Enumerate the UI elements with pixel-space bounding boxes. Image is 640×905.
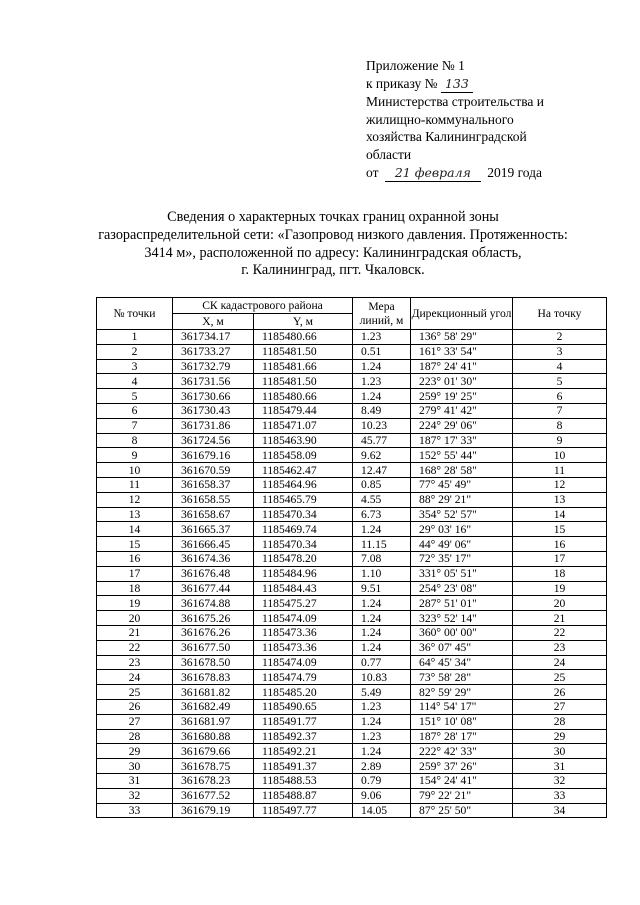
cell-y: 1185480.66: [254, 330, 353, 345]
cell-direction: 187° 17' 33": [411, 433, 513, 448]
cell-direction: 152° 55' 44": [411, 448, 513, 463]
cell-y: 1185462.47: [254, 463, 353, 478]
cell-y: 1185463.90: [254, 433, 353, 448]
cell-x: 361658.55: [173, 492, 254, 507]
cell-y: 1185481.50: [254, 374, 353, 389]
cell-measure: 1.24: [353, 714, 411, 729]
cell-direction: 44° 49' 06": [411, 537, 513, 552]
cell-measure: 1.24: [353, 389, 411, 404]
cell-direction: 360° 00' 00": [411, 625, 513, 640]
cell-direction: 29° 03' 16": [411, 522, 513, 537]
cell-point: 18: [97, 581, 173, 596]
cell-x: 361678.23: [173, 773, 254, 788]
header-y: Y, м: [254, 314, 353, 330]
table-row: [97, 389, 607, 404]
date-suffix: 2019 года: [487, 164, 543, 180]
cell-to-point: 23: [513, 640, 607, 655]
cell-direction: 168° 28' 58": [411, 463, 513, 478]
cell-y: 1185479.44: [254, 403, 353, 418]
cell-measure: 9.62: [353, 448, 411, 463]
cell-y: 1185481.66: [254, 359, 353, 374]
cell-measure: 1.24: [353, 359, 411, 374]
cell-y: 1185481.50: [254, 344, 353, 359]
cell-x: 361674.36: [173, 551, 254, 566]
table-row: [97, 640, 607, 655]
cell-direction: 154° 24' 41": [411, 773, 513, 788]
appendix-line-1: Приложение № 1: [366, 58, 465, 73]
cell-point: 15: [97, 537, 173, 552]
order-number-handwritten: 133: [441, 75, 473, 94]
cell-to-point: 29: [513, 729, 607, 744]
cell-to-point: 7: [513, 403, 607, 418]
cell-point: 27: [97, 714, 173, 729]
cell-point: 22: [97, 640, 173, 655]
coordinates-table: [96, 297, 607, 818]
cell-y: 1185488.53: [254, 773, 353, 788]
header-measure: Мера линий, м: [353, 298, 411, 330]
appendix-header: [366, 57, 544, 182]
table-row: [97, 788, 607, 803]
cell-to-point: 6: [513, 389, 607, 404]
cell-y: 1185484.96: [254, 566, 353, 581]
table-row: [97, 463, 607, 478]
table-row: [97, 744, 607, 759]
table-row: [97, 625, 607, 640]
cell-y: 1185492.21: [254, 744, 353, 759]
cell-measure: 14.05: [353, 803, 411, 818]
table-row: [97, 566, 607, 581]
cell-point: 32: [97, 788, 173, 803]
cell-y: 1185464.96: [254, 477, 353, 492]
cell-to-point: 18: [513, 566, 607, 581]
cell-direction: 323° 52' 14": [411, 611, 513, 626]
cell-x: 361676.48: [173, 566, 254, 581]
cell-x: 361670.59: [173, 463, 254, 478]
cell-x: 361677.50: [173, 640, 254, 655]
cell-to-point: 15: [513, 522, 607, 537]
table-row: [97, 359, 607, 374]
header-to-point: На точку: [513, 298, 607, 330]
cell-y: 1185492.37: [254, 729, 353, 744]
cell-measure: 0.79: [353, 773, 411, 788]
cell-x: 361676.26: [173, 625, 254, 640]
cell-measure: 1.24: [353, 744, 411, 759]
cell-x: 361677.52: [173, 788, 254, 803]
cell-measure: 8.49: [353, 403, 411, 418]
cell-x: 361732.79: [173, 359, 254, 374]
table-row: [97, 374, 607, 389]
cell-measure: 2.89: [353, 759, 411, 774]
cell-y: 1185490.65: [254, 699, 353, 714]
cell-y: 1185474.09: [254, 655, 353, 670]
cell-y: 1185470.34: [254, 537, 353, 552]
cell-measure: 1.24: [353, 640, 411, 655]
cell-direction: 114° 54' 17": [411, 699, 513, 714]
cell-direction: 79° 22' 21": [411, 788, 513, 803]
cell-direction: 36° 07' 45": [411, 640, 513, 655]
cell-direction: 279° 41' 42": [411, 403, 513, 418]
cell-x: 361731.56: [173, 374, 254, 389]
title-line-4: г. Калининград, пгт. Чкаловск.: [241, 262, 425, 279]
cell-y: 1185474.79: [254, 670, 353, 685]
cell-point: 20: [97, 611, 173, 626]
appendix-order-line: [366, 75, 544, 94]
cell-measure: 1.24: [353, 611, 411, 626]
cell-x: 361679.16: [173, 448, 254, 463]
cell-x: 361730.43: [173, 403, 254, 418]
cell-x: 361679.66: [173, 744, 254, 759]
table-row: [97, 477, 607, 492]
cell-to-point: 2: [513, 330, 607, 345]
table-header: [97, 298, 607, 330]
cell-to-point: 33: [513, 788, 607, 803]
cell-x: 361724.56: [173, 433, 254, 448]
cell-point: 16: [97, 551, 173, 566]
cell-direction: 187° 24' 41": [411, 359, 513, 374]
cell-x: 361731.86: [173, 418, 254, 433]
cell-measure: 0.51: [353, 344, 411, 359]
table-row: [97, 344, 607, 359]
cell-to-point: 11: [513, 463, 607, 478]
cell-y: 1185491.37: [254, 759, 353, 774]
cell-point: 9: [97, 448, 173, 463]
table-row: [97, 773, 607, 788]
cell-to-point: 30: [513, 744, 607, 759]
date-prefix: от: [366, 164, 379, 180]
cell-direction: 88° 29' 21": [411, 492, 513, 507]
cell-direction: 259° 37' 26": [411, 759, 513, 774]
cell-y: 1185475.27: [254, 596, 353, 611]
table-body: [97, 330, 607, 818]
cell-y: 1185480.66: [254, 389, 353, 404]
cell-direction: 161° 33' 54": [411, 344, 513, 359]
cell-x: 361674.88: [173, 596, 254, 611]
table-row: [97, 611, 607, 626]
cell-x: 361680.88: [173, 729, 254, 744]
cell-x: 361730.66: [173, 389, 254, 404]
cell-point: 14: [97, 522, 173, 537]
cell-measure: 10.23: [353, 418, 411, 433]
cell-x: 361681.97: [173, 714, 254, 729]
cell-y: 1185485.20: [254, 685, 353, 700]
cell-measure: 4.55: [353, 492, 411, 507]
cell-y: 1185465.79: [254, 492, 353, 507]
cell-y: 1185484.43: [254, 581, 353, 596]
cell-x: 361734.17: [173, 330, 254, 345]
cell-y: 1185473.36: [254, 625, 353, 640]
cell-direction: 73° 58' 28": [411, 670, 513, 685]
cell-to-point: 5: [513, 374, 607, 389]
cell-measure: 1.23: [353, 729, 411, 744]
cell-x: 361678.50: [173, 655, 254, 670]
cell-measure: 1.24: [353, 522, 411, 537]
cell-to-point: 19: [513, 581, 607, 596]
cell-to-point: 22: [513, 625, 607, 640]
cell-to-point: 8: [513, 418, 607, 433]
title-line-2: газораспределительной сети: «Газопровод низкого давления. Протяженность:: [98, 226, 568, 243]
cell-to-point: 27: [513, 699, 607, 714]
cell-measure: 1.10: [353, 566, 411, 581]
appendix-line-3: Министерства строительства и: [366, 94, 545, 110]
cell-to-point: 26: [513, 685, 607, 700]
cell-direction: 187° 28' 17": [411, 729, 513, 744]
appendix-date-line: [366, 164, 544, 183]
header-point: № точки: [97, 298, 173, 330]
cell-measure: 45.77: [353, 433, 411, 448]
table-row: [97, 448, 607, 463]
cell-point: 30: [97, 759, 173, 774]
table-row: [97, 522, 607, 537]
cell-point: 11: [97, 477, 173, 492]
cell-to-point: 24: [513, 655, 607, 670]
cell-measure: 6.73: [353, 507, 411, 522]
cell-point: 28: [97, 729, 173, 744]
cell-point: 5: [97, 389, 173, 404]
cell-measure: 10.83: [353, 670, 411, 685]
cell-point: 2: [97, 344, 173, 359]
table-row: [97, 714, 607, 729]
header-direction: Дирекционный угол: [411, 298, 513, 330]
cell-y: 1185469.74: [254, 522, 353, 537]
cell-direction: 77° 45' 49": [411, 477, 513, 492]
cell-point: 29: [97, 744, 173, 759]
table-row: [97, 581, 607, 596]
table-row: [97, 670, 607, 685]
cell-measure: 1.23: [353, 699, 411, 714]
cell-measure: 11.15: [353, 537, 411, 552]
cell-y: 1185470.34: [254, 507, 353, 522]
cell-measure: 9.06: [353, 788, 411, 803]
cell-point: 33: [97, 803, 173, 818]
cell-direction: 82° 59' 29": [411, 685, 513, 700]
cell-direction: 254° 23' 08": [411, 581, 513, 596]
table-row: [97, 729, 607, 744]
header-cs: СК кадастрового района: [173, 298, 353, 314]
cell-measure: 0.85: [353, 477, 411, 492]
cell-direction: 224° 29' 06": [411, 418, 513, 433]
cell-to-point: 25: [513, 670, 607, 685]
table-row: [97, 433, 607, 448]
table-row: [97, 759, 607, 774]
appendix-line-4: жилищно-коммунального: [366, 111, 514, 127]
cell-y: 1185471.07: [254, 418, 353, 433]
table-row: [97, 685, 607, 700]
cell-measure: 9.51: [353, 581, 411, 596]
cell-x: 361677.44: [173, 581, 254, 596]
cell-to-point: 12: [513, 477, 607, 492]
cell-point: 24: [97, 670, 173, 685]
cell-y: 1185474.09: [254, 611, 353, 626]
cell-direction: 87° 25' 50": [411, 803, 513, 818]
cell-x: 361675.26: [173, 611, 254, 626]
cell-point: 12: [97, 492, 173, 507]
appendix-line-5: хозяйства Калининградской: [366, 129, 527, 145]
cell-point: 25: [97, 685, 173, 700]
document-title: [60, 209, 606, 280]
cell-to-point: 3: [513, 344, 607, 359]
cell-point: 19: [97, 596, 173, 611]
cell-point: 31: [97, 773, 173, 788]
cell-point: 6: [97, 403, 173, 418]
cell-direction: 287° 51' 01": [411, 596, 513, 611]
header-x: X, м: [173, 314, 254, 330]
cell-y: 1185497.77: [254, 803, 353, 818]
cell-point: 26: [97, 699, 173, 714]
cell-direction: 331° 05' 51": [411, 566, 513, 581]
cell-measure: 5.49: [353, 685, 411, 700]
cell-to-point: 31: [513, 759, 607, 774]
cell-direction: 259° 19' 25": [411, 389, 513, 404]
cell-to-point: 20: [513, 596, 607, 611]
cell-to-point: 16: [513, 537, 607, 552]
cell-direction: 354° 52' 57": [411, 507, 513, 522]
cell-point: 10: [97, 463, 173, 478]
cell-point: 4: [97, 374, 173, 389]
title-line-3: 3414 м», расположенной по адресу: Калининградская область,: [144, 244, 522, 261]
cell-to-point: 10: [513, 448, 607, 463]
table-row: [97, 403, 607, 418]
cell-y: 1185491.77: [254, 714, 353, 729]
cell-x: 361733.27: [173, 344, 254, 359]
cell-point: 7: [97, 418, 173, 433]
table-row: [97, 492, 607, 507]
cell-point: 17: [97, 566, 173, 581]
cell-measure: 1.24: [353, 596, 411, 611]
cell-to-point: 9: [513, 433, 607, 448]
cell-to-point: 17: [513, 551, 607, 566]
table-row: [97, 803, 607, 818]
table-row: [97, 699, 607, 714]
cell-measure: 0.77: [353, 655, 411, 670]
date-handwritten: 21 февраля: [385, 164, 481, 183]
cell-x: 361658.37: [173, 477, 254, 492]
cell-to-point: 21: [513, 611, 607, 626]
cell-direction: 222° 42' 33": [411, 744, 513, 759]
table-row: [97, 551, 607, 566]
table-row: [97, 330, 607, 345]
cell-to-point: 13: [513, 492, 607, 507]
cell-point: 1: [97, 330, 173, 345]
cell-x: 361681.82: [173, 685, 254, 700]
appendix-line-6: области: [366, 146, 412, 162]
cell-x: 361679.19: [173, 803, 254, 818]
cell-x: 361658.67: [173, 507, 254, 522]
cell-y: 1185478.20: [254, 551, 353, 566]
cell-direction: 151° 10' 08": [411, 714, 513, 729]
cell-direction: 64° 45' 34": [411, 655, 513, 670]
cell-direction: 136° 58' 29": [411, 330, 513, 345]
table-row: [97, 507, 607, 522]
cell-direction: 223° 01' 30": [411, 374, 513, 389]
cell-y: 1185473.36: [254, 640, 353, 655]
cell-point: 8: [97, 433, 173, 448]
cell-measure: 1.24: [353, 625, 411, 640]
cell-x: 361666.45: [173, 537, 254, 552]
table-row: [97, 418, 607, 433]
cell-to-point: 14: [513, 507, 607, 522]
title-line-1: Сведения о характерных точках границ охранной зоны: [167, 209, 499, 225]
cell-x: 361665.37: [173, 522, 254, 537]
cell-measure: 7.08: [353, 551, 411, 566]
cell-direction: 72° 35' 17": [411, 551, 513, 566]
cell-measure: 12.47: [353, 463, 411, 478]
cell-x: 361678.83: [173, 670, 254, 685]
cell-y: 1185488.87: [254, 788, 353, 803]
cell-to-point: 34: [513, 803, 607, 818]
table-row: [97, 596, 607, 611]
cell-x: 361682.49: [173, 699, 254, 714]
cell-x: 361678.75: [173, 759, 254, 774]
cell-point: 21: [97, 625, 173, 640]
order-prefix: к приказу №: [366, 75, 438, 91]
cell-measure: 1.23: [353, 374, 411, 389]
cell-point: 23: [97, 655, 173, 670]
cell-measure: 1.23: [353, 330, 411, 345]
cell-to-point: 32: [513, 773, 607, 788]
cell-point: 3: [97, 359, 173, 374]
cell-to-point: 4: [513, 359, 607, 374]
cell-y: 1185458.09: [254, 448, 353, 463]
table-row: [97, 655, 607, 670]
cell-point: 13: [97, 507, 173, 522]
cell-to-point: 28: [513, 714, 607, 729]
table-row: [97, 537, 607, 552]
